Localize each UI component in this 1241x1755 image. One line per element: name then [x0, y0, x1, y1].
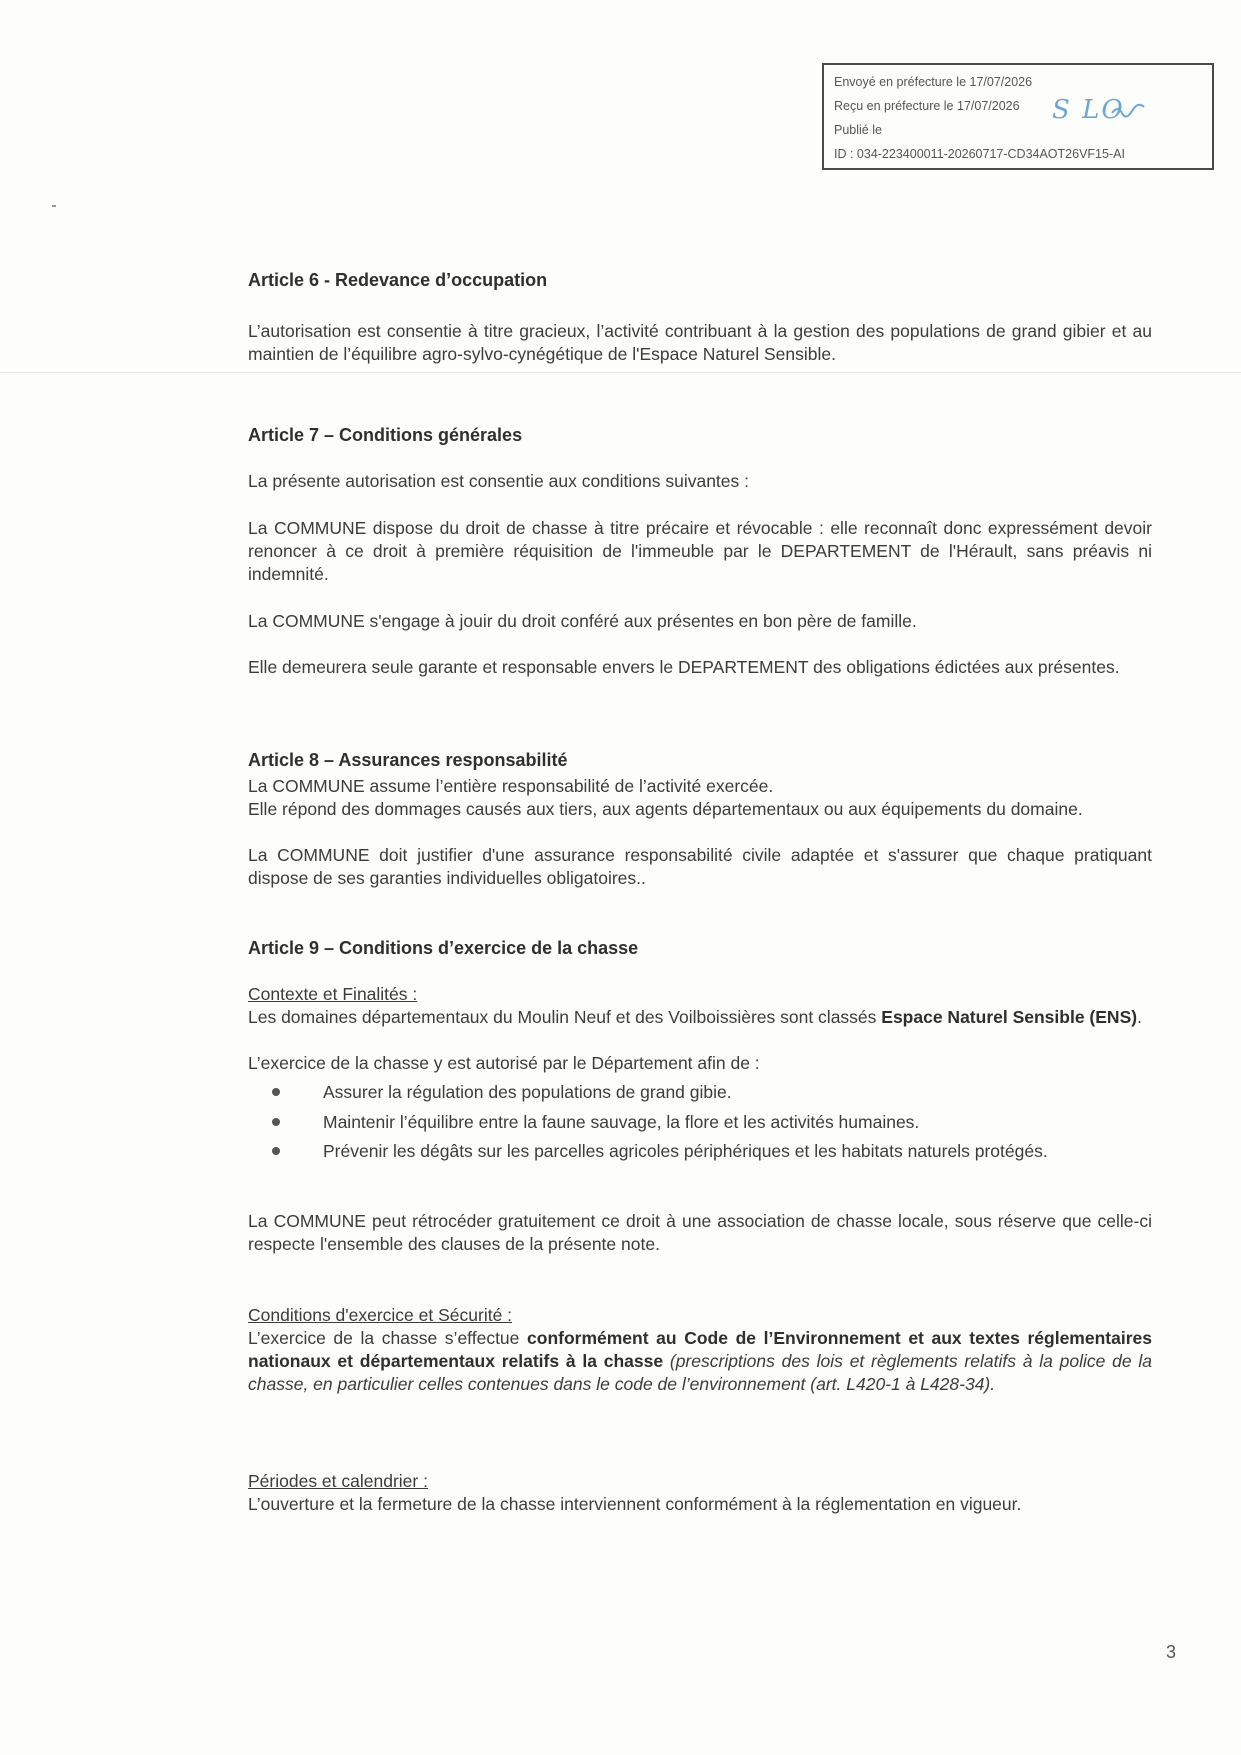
security-heading: Conditions d'exercice et Sécurité :	[248, 1305, 513, 1325]
context-heading: Contexte et Finalités :	[248, 984, 418, 1004]
article-7-engagement: La COMMUNE s'engage à jouir du droit conféré aux présentes en bon père de famille.	[248, 611, 917, 631]
context-purpose: L’exercice de la chasse y est autorisé par le Département afin de :	[248, 1053, 760, 1073]
article-7-title: Article 7 – Conditions générales	[248, 425, 523, 445]
scan-speck	[52, 205, 56, 207]
list-item-text: Prévenir les dégâts sur les parcelles agricoles périphériques et les habitats naturels protégés.	[323, 1141, 1048, 1161]
security-italic-text: (prescriptions des lois et règlements relatifs à la police de la chasse, en particulier celles contenues dans le code de l’environnement (art. L420-1 à L428-34).	[248, 1351, 1152, 1394]
article-7-precarious: La COMMUNE dispose du droit de chasse à titre précaire et révocable : elle reconnaît donc expressément devoir renoncer à ce droit à première réquisition de l'immeuble par le DEPARTEMENT de l'Hérault, sans préavis ni indemnité.	[248, 518, 1152, 584]
bullet-icon	[272, 1088, 280, 1096]
retrocession-paragraph: La COMMUNE peut rétrocéder gratuitement ce droit à une association de chasse locale, sous réserve que celle-ci respecte l'ensemble des clauses de la présente note.	[248, 1211, 1152, 1254]
list-item-text: Assurer la régulation des populations de grand gibie.	[323, 1082, 732, 1102]
article-8-line-3: La COMMUNE doit justifier d'une assurance responsabilité civile adaptée et s'assurer que chaque pratiquant dispose de ses garanties individuelles obligatoires..	[248, 845, 1152, 888]
page-number: 3	[1166, 1642, 1177, 1662]
context-period: .	[1137, 1007, 1142, 1027]
periods-heading: Périodes et calendrier :	[248, 1471, 428, 1491]
periods-paragraph: L’ouverture et la fermeture de la chasse interviennent conformément à la réglementation en vigueur.	[248, 1494, 1022, 1514]
stamp-id: ID : 034-223400011-20260717-CD34AOT26VF15-AI	[834, 147, 1125, 161]
handwritten-signature	[1052, 95, 1125, 125]
article-7-intro: La présente autorisation est consentie aux conditions suivantes :	[248, 471, 750, 491]
signature-text: S LO	[1052, 95, 1125, 125]
article-7-guarantee: Elle demeurera seule garante et responsable envers le DEPARTEMENT des obligations édictées aux présentes.	[248, 657, 1120, 677]
stamp-sent-date: Envoyé en préfecture le 17/07/2026	[834, 75, 1033, 89]
security-text: L’exercice de la chasse s’effectue	[248, 1328, 528, 1348]
prefecture-stamp	[822, 63, 1214, 170]
stamp-published: Publié le	[834, 123, 882, 137]
ens-label: Espace Naturel Sensible (ENS)	[881, 1007, 1138, 1027]
article-9-title: Article 9 – Conditions d’exercice de la chasse	[248, 938, 639, 958]
list-item-text: Maintenir l’équilibre entre la faune sauvage, la flore et les activités humaines.	[323, 1112, 920, 1132]
signature-flourish-icon	[1110, 101, 1150, 121]
context-paragraph	[248, 1006, 1152, 1029]
bullet-icon	[272, 1147, 280, 1155]
bullet-icon	[272, 1118, 280, 1126]
article-6-body: L’autorisation est consentie à titre gracieux, l’activité contribuant à la gestion des populations de grand gibier et au maintien de l’équilibre agro-sylvo-cynégétique de l'Espace Naturel Sensible.	[248, 321, 1152, 364]
article-8-title: Article 8 – Assurances responsabilité	[248, 750, 568, 770]
security-bold-text: conformément au Code de l’Environnement et aux textes réglementaires nationaux et départementaux relatifs à la chasse	[248, 1328, 1152, 1371]
article-8-line-2: Elle répond des dommages causés aux tiers, aux agents départementaux ou aux équipements du domaine.	[248, 799, 1083, 819]
context-text: Les domaines départementaux du Moulin Neuf et des Voilboissières sont classés	[248, 1007, 882, 1027]
scan-line	[0, 372, 1241, 373]
article-8-line-1: La COMMUNE assume l’entière responsabilité de l’activité exercée.	[248, 776, 774, 796]
article-6-title: Article 6 - Redevance d’occupation	[248, 270, 548, 290]
security-paragraph	[248, 1327, 1152, 1396]
stamp-received-date: Reçu en préfecture le 17/07/2026	[834, 99, 1020, 113]
